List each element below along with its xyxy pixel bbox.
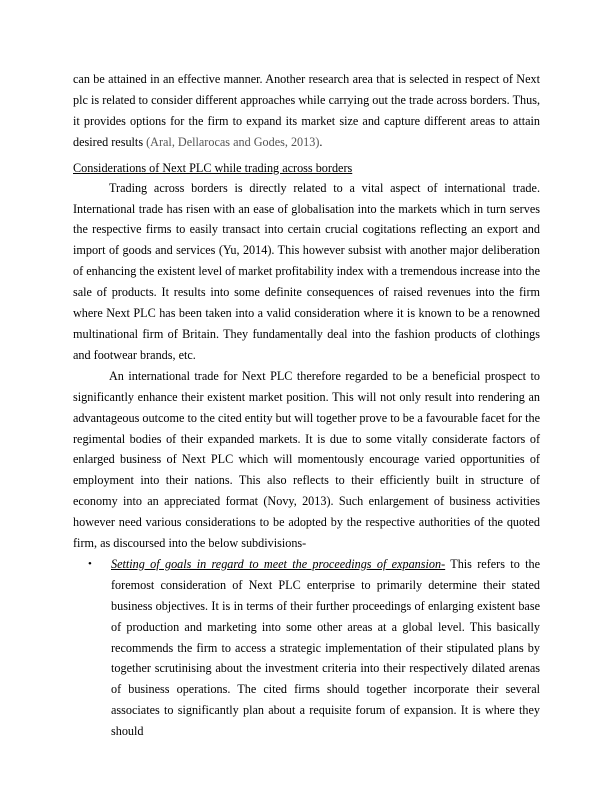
bullet-text: This refers to the foremost consideration of Next PLC enterprise to primarily determine their stated business objectives. It is in terms of their further proceedings of enlarging existent base of production and marketing into some other areas at a global level. This basically recommends the firm to access a strategic implementation of their stipulated plans by together scrutinising about the investment criteria into their respectively dilated arenas of business operations. The cited firms should together incorporate their several associates to significantly plan about a requisite forum of expansion. It is where they should	[111, 556, 540, 739]
bullet-marker: •	[88, 557, 92, 570]
paragraph-2: Trading across borders is directly related to a vital aspect of international trade. International trade has risen with an ease of globalisation into the markets which in turn serves the respective firms to easily transact into certain crucial cogitations reflecting an export and import of goods and services (Yu, 2014). This however subsist with another major deliberation of enhancing the existent level of market profitability index with a tremendous increase into the sale of products. It results into some definite consequences of raised revenues into the firm where Next PLC has been taken into a valid consideration where it is known to be a renowned multinational firm of Britain. They fundamentally deal into the fashion products of clothings and footwear brands, etc.	[73, 180, 540, 362]
paragraph-1	[73, 69, 540, 153]
paragraph-1-citation: (Aral, Dellarocas and Godes, 2013)	[146, 134, 320, 149]
paragraph-3: An international trade for Next PLC therefore regarded to be a beneficial prospect to significantly enhance their existent market position. This will not only result into rendering an advantageous outcome to the cited entity but will together prove to be a favourable facet for the regimental bodies of their expanded markets. It is due to some vitally considerate factors of enlarged business of Next PLC which will momentously encourage varied opportunities of employment into their nations. This also reflects to their efficiently built in structure of economy into an appreciated format (Novy, 2013). Such enlargement of business activities however need various considerations to be adopted by the respective authorities of the quoted firm, as discoursed into the below subdivisions-	[73, 368, 540, 551]
bullet-title: Setting of goals in regard to meet the proceedings of expansion-	[111, 556, 446, 571]
document-page	[73, 69, 540, 742]
paragraph-1-text: can be attained in an effective manner. Another research area that is selected in respect of Next plc is related to consider different approaches while carrying out the trade across borders. Thus, it provides options for the firm to expand its market size and capture different areas to attain desired results	[73, 72, 540, 149]
bullet-item	[73, 554, 540, 742]
section-heading: Considerations of Next PLC while trading across borders	[73, 160, 353, 175]
bullet-list	[73, 554, 540, 742]
paragraph-1-end: .	[319, 134, 323, 149]
